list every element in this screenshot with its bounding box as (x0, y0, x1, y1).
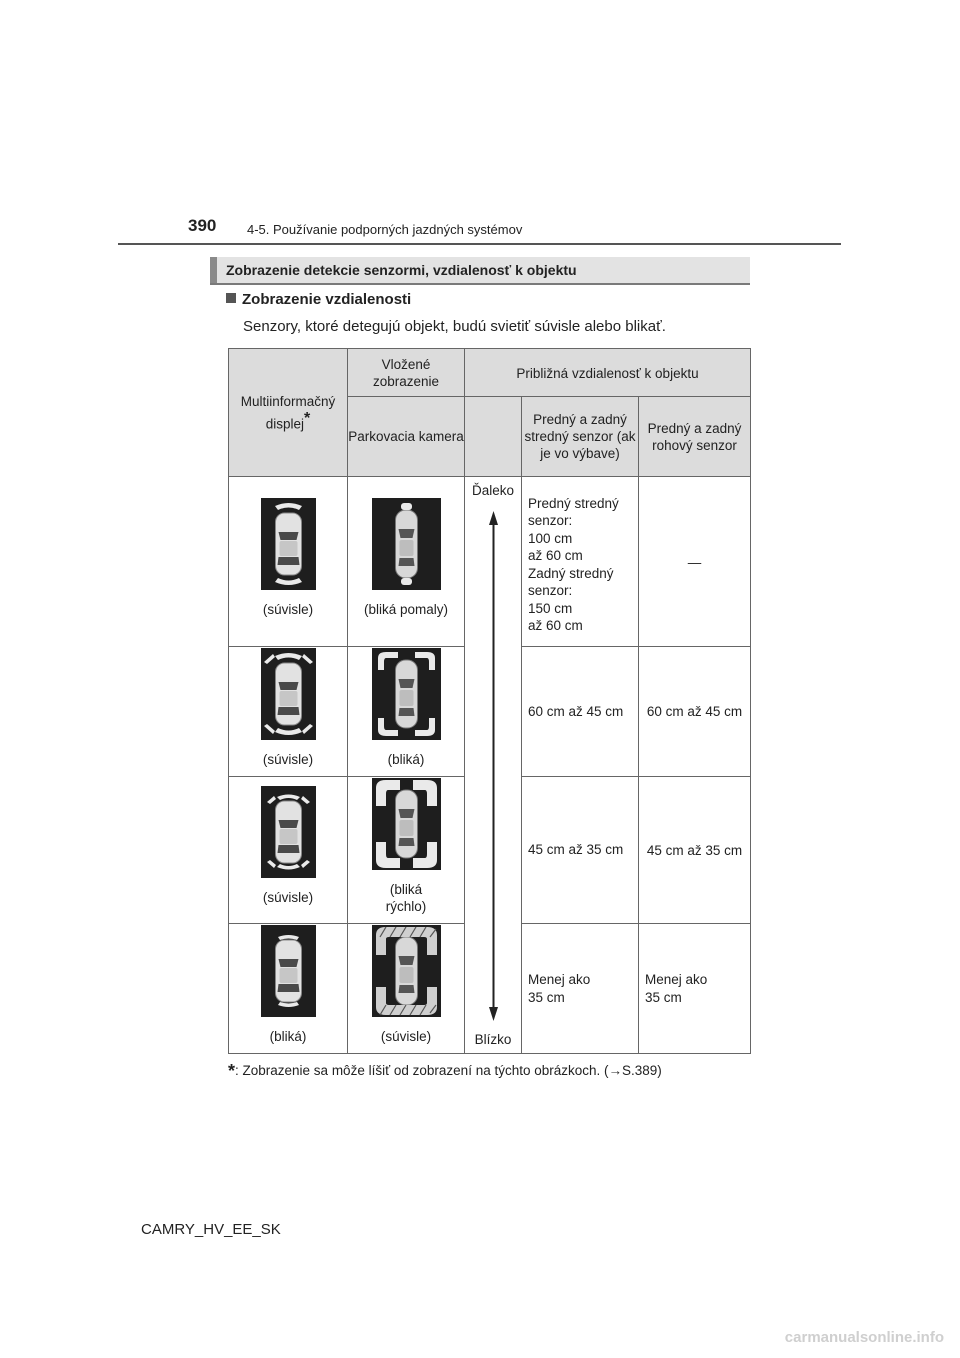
center-distance-row-1: Predný stredný senzor: 100 cm až 60 cm Zadný stredný senzor: 150 cm až 60 cm (522, 477, 639, 647)
bullet-square-icon (226, 293, 236, 303)
car-icon (395, 937, 417, 1005)
multi-caption-1: (súvisle) (262, 601, 314, 617)
intro-text: Senzory, ktoré detegujú objekt, budú svietiť súvisle alebo blikať. (243, 318, 666, 335)
car-icon (275, 940, 301, 1002)
camera-display-row-3 (348, 777, 465, 924)
multi-caption-3: (súvisle) (262, 890, 314, 905)
car-icon (395, 790, 417, 858)
multi-display-image-1 (261, 498, 316, 590)
footnote-mark: * (304, 409, 311, 427)
subsection-heading (226, 291, 411, 308)
multi-display-row-1 (229, 477, 348, 647)
multi-display-image-2 (261, 648, 316, 740)
header-approx-spacer (465, 397, 522, 477)
header-corner-sensor: Predný a zadný rohový senzor (639, 397, 751, 477)
double-arrow-icon (465, 477, 522, 1053)
section-accent (210, 257, 217, 283)
camera-display-image-3 (372, 778, 441, 870)
front-center-sensor-icon (401, 503, 412, 510)
camera-caption-4: (súvisle) (380, 1028, 432, 1044)
page-number: 390 (188, 216, 217, 235)
far-label: Ďaleko (471, 483, 515, 498)
header-embedded-display: Vložené zobrazenie (348, 349, 465, 397)
footnote-text: : Zobrazenie sa môže líšiť od zobrazení na týchto obrázkoch. (→S.389) (235, 1063, 662, 1078)
center-distance-row-2: 60 cm až 45 cm (522, 647, 639, 777)
camera-display-image-1 (372, 498, 441, 590)
corner-distance-row-3: 45 cm až 35 cm (639, 777, 751, 924)
camera-display-row-1 (348, 477, 465, 647)
header-parking-camera: Parkovacia kamera (348, 397, 465, 477)
camera-display-row-4 (348, 924, 465, 1054)
header-approx-label: Približná vzdialenosť k objektu (516, 366, 699, 381)
camera-display-row-2 (348, 647, 465, 777)
footnote-star: * (228, 1061, 236, 1081)
header-approx-distance (465, 349, 751, 397)
camera-display-image-4 (372, 925, 441, 1017)
rear-center-sensor-icon (401, 578, 412, 585)
multi-caption-2: (súvisle) (262, 751, 314, 767)
camera-display-image-2 (372, 648, 441, 740)
corner-distance-row-2: 60 cm až 45 cm (639, 647, 751, 777)
car-icon (395, 660, 417, 728)
car-icon (395, 510, 417, 578)
chapter-title: 4-5. Používanie podporných jazdných systémov (247, 222, 523, 237)
distance-table (228, 348, 751, 1054)
corner-distance-row-4: Menej ako 35 cm (639, 924, 751, 1054)
document-code: CAMRY_HV_EE_SK (141, 1221, 281, 1238)
center-distance-row-3: 45 cm až 35 cm (522, 777, 639, 924)
distance-arrow-cell (465, 477, 522, 1054)
multi-display-image-4 (261, 925, 316, 1017)
section-title: Zobrazenie detekcie senzormi, vzdialenosť k objektu (226, 262, 577, 278)
camera-caption-3: (bliká rýchlo) (385, 881, 427, 914)
header-multi-display (229, 349, 348, 477)
camera-caption-2: (bliká) (387, 751, 425, 767)
header-multi-label: Multiinformačný displej (240, 393, 336, 432)
multi-caption-4: (bliká) (269, 1028, 307, 1044)
car-icon (275, 663, 301, 725)
center-distance-row-4: Menej ako 35 cm (522, 924, 639, 1054)
multi-display-image-3 (261, 786, 316, 878)
camera-caption-1: (bliká pomaly) (363, 601, 449, 617)
watermark: carmanualsonline.info (784, 1329, 944, 1346)
subsection-title: Zobrazenie vzdialenosti (242, 291, 412, 308)
car-icon (275, 513, 301, 575)
header-rule (118, 243, 841, 245)
near-label: Blízko (474, 1032, 512, 1047)
multi-display-row-2 (229, 647, 348, 777)
multi-display-row-4 (229, 924, 348, 1054)
section-title-bar (210, 257, 750, 285)
header-center-sensor: Predný a zadný stredný senzor (ak je vo výbave) (522, 397, 639, 477)
multi-display-row-3 (229, 777, 348, 924)
car-icon (275, 801, 301, 863)
corner-distance-row-1: — (639, 477, 751, 647)
footnote (228, 1061, 662, 1082)
